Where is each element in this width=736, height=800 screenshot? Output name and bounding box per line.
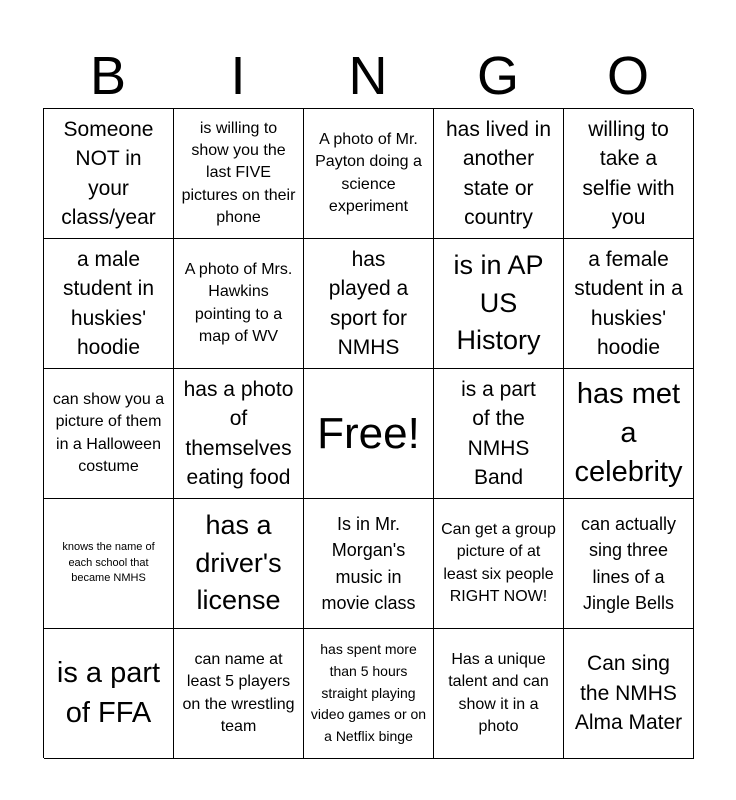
bingo-cell-r3-c2 [174, 369, 304, 499]
bingo-cell-r1-c1 [44, 109, 174, 239]
cell-text: is in AP US History [453, 249, 544, 356]
bingo-cell-r3-c3 [304, 369, 434, 499]
bingo-cell-r2-c1 [44, 239, 174, 369]
bingo-cell-r4-c3 [304, 499, 434, 629]
bingo-cell-r2-c5 [564, 239, 694, 369]
bingo-cell-r4-c5 [564, 499, 694, 629]
bingo-cell-r1-c3 [304, 109, 434, 239]
cell-text: Someone NOT in your class/year [61, 117, 156, 229]
cell-text: can show you a picture of them in a Halloween costume [52, 390, 165, 475]
cell-text: is a part of FFA [56, 657, 161, 729]
header-letter-i: I [230, 46, 246, 106]
bingo-cell-r5-c1 [44, 629, 174, 759]
cell-text: is willing to show you the last FIVE pictures on their phone [181, 119, 296, 227]
cell-text: has played a sport for NMHS [328, 247, 409, 359]
bingo-cell-r1-c2 [174, 109, 304, 239]
bingo-cell-r2-c2 [174, 239, 304, 369]
cell-text: a female student in a huskies' hoodie [574, 247, 683, 359]
cell-text: Has a unique talent and can show it in a photo [448, 650, 549, 735]
cell-text: Can get a group picture of at least six people RIGHT NOW! [441, 520, 556, 605]
bingo-cell-r2-c3 [304, 239, 434, 369]
bingo-cell-r5-c4 [434, 629, 564, 759]
bingo-cell-r4-c2 [174, 499, 304, 629]
cell-text: has met a celebrity [574, 377, 683, 489]
bingo-cell-r4-c1 [44, 499, 174, 629]
bingo-cell-r5-c2 [174, 629, 304, 759]
bingo-cell-r5-c5 [564, 629, 694, 759]
header-letter-g: G [476, 46, 519, 106]
cell-text: a male student in huskies' hoodie [62, 247, 155, 359]
cell-text: can name at least 5 players on the wrestling team [182, 650, 295, 735]
bingo-cell-r1-c5 [564, 109, 694, 239]
bingo-cell-r2-c4 [434, 239, 564, 369]
bingo-cell-r3-c5 [564, 369, 694, 499]
cell-text: willing to take a selfie with you [582, 117, 675, 229]
cell-text: Can sing the NMHS Alma Mater [574, 652, 683, 735]
header-letter-o: O [606, 46, 649, 106]
cell-text: is a part of the NMHS Band [461, 377, 536, 489]
bingo-board [43, 108, 693, 758]
cell-text: Is in Mr. Morgan's music in movie class [321, 514, 416, 613]
cell-text: has spent more than 5 hours straight playing video games or on a Netflix binge [310, 641, 427, 745]
cell-text: can actually sing three lines of a Jingle Bells [580, 514, 677, 613]
bingo-cell-r5-c3 [304, 629, 434, 759]
cell-text: has lived in another state or country [445, 117, 552, 229]
bingo-header [43, 44, 693, 108]
cell-text: A photo of Mrs. Hawkins pointing to a map of WV [184, 260, 293, 345]
bingo-cell-r3-c1 [44, 369, 174, 499]
cell-text: knows the name of each school that became NMHS [62, 540, 155, 585]
header-letter-b: B [89, 46, 127, 106]
cell-text: A photo of Mr. Payton doing a science experiment [315, 130, 422, 215]
header-letter-n: N [348, 46, 388, 106]
bingo-cell-r1-c4 [434, 109, 564, 239]
bingo-cell-r4-c4 [434, 499, 564, 629]
cell-text: has a photo of themselves eating food [183, 377, 294, 489]
bingo-cell-r3-c4 [434, 369, 564, 499]
cell-text-free-space: Free! [317, 408, 420, 458]
cell-text: has a driver's license [195, 509, 282, 616]
